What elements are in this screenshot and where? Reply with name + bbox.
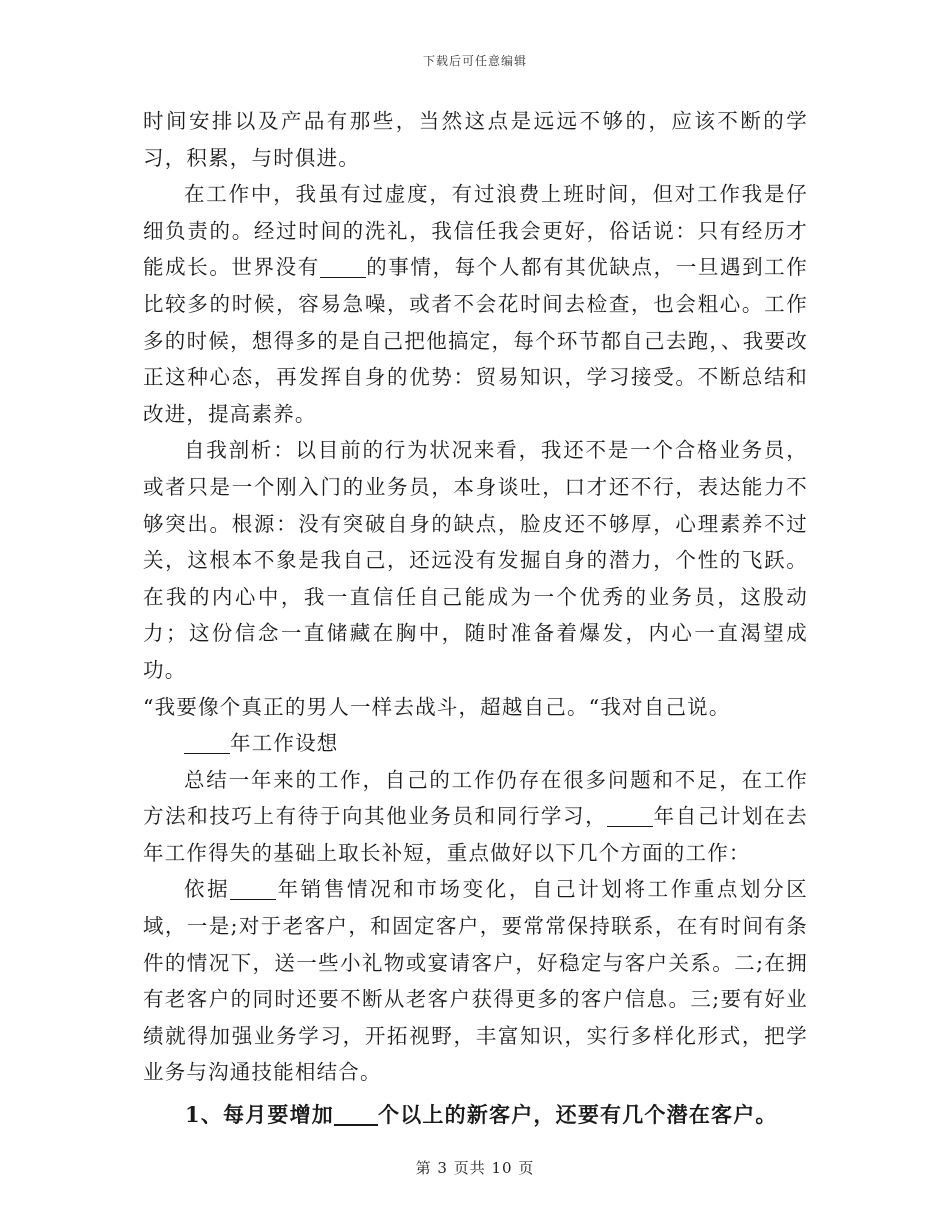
goal-text: 个以上的新客户，还要有几个潜在客户。 [378,1102,778,1128]
paragraph-text: 总结一年来的工作，自己的工作仍存在很多问题和不足，在工作方法和技巧上有待于向其他业务员和同行学习， [143,767,808,829]
page-footer: 第 3 页共 10 页 [415,1159,535,1177]
section-heading [143,725,808,762]
paragraph-text: 在工作中，我虽有过虚度，有过浪费上班时间，但对工作我是仔细负责的。经过时间的洗礼，我信任我会更好，俗话说：只有经历才能成长。世界没有 [143,182,808,280]
document-body [143,103,808,1134]
page-header: 下载后可任意编辑 [422,54,527,68]
paragraph-text: 依据 [184,877,231,902]
paragraph-text: 的事情，每个人都有其优缺点，一旦遇到工作比较多的时候，容易急噪，或者不会花时间去检查，也会粗心。工作多的时候，想得多的是自己把他搞定，每个环节都自己去跑，、我要改正这种心态，再发挥自身的优势：贸易知识，学习接受。不断总结和改进，提高素养。 [143,255,808,426]
paragraph-text: 年销售情况和市场变化，自己计划将工作重点划分区域，一是;对于老客户，和固定客户，要常常保持联系，在有时间有条件的情况下，送一些小礼物或宴请客户，好稳定与客户关系。二;在拥有老客户的同时还要不断从老客户获得更多的客户信息。三;要有好业绩就得加强业务学习，开拓视野，丰富知识，实行多样化形式，把学业务与沟通技能相结合。 [143,877,808,1085]
paragraph-text: 年自己计划在去年工作得失的基础上取长补短，重点做好以下几个方面的工作： [143,804,808,865]
fill-blank [607,806,653,827]
section-heading-text: 年工作设想 [230,731,339,756]
paragraph-work-attitude [143,176,808,432]
fill-blank [334,1104,378,1126]
paragraph-continuation: 时间安排以及产品有那些，当然这点是远远不够的，应该不断的学习，积累，与时俱进。 [143,109,808,170]
paragraph-summary [143,762,808,872]
goal-item-1 [143,1097,808,1134]
fill-blank [320,257,366,278]
paragraph-plan [143,871,808,1091]
paragraph-quote: “我要像个真正的男人一样去战斗，超越自己。“我对自己说。 [143,694,731,719]
fill-blank [230,879,276,900]
paragraph-self-analysis: 自我剖析：以目前的行为状况来看，我还不是一个合格业务员，或者只是一个刚入门的业务员，本身谈吐，口才还不行，表达能力不够突出。根源：没有突破自身的缺点，脸皮还不够厚，心理素养不过关，这根本不象是我自己，还远没有发掘自身的潜力，个性的飞跃。在我的内心中，我一直信任自己能成为一个优秀的业务员，这股动力；这份信念一直储藏在胸中，随时准备着爆发，内心一直渴望成功。 [143,438,808,682]
goal-text: 1、每月要增加 [185,1102,335,1128]
fill-blank [184,733,230,754]
